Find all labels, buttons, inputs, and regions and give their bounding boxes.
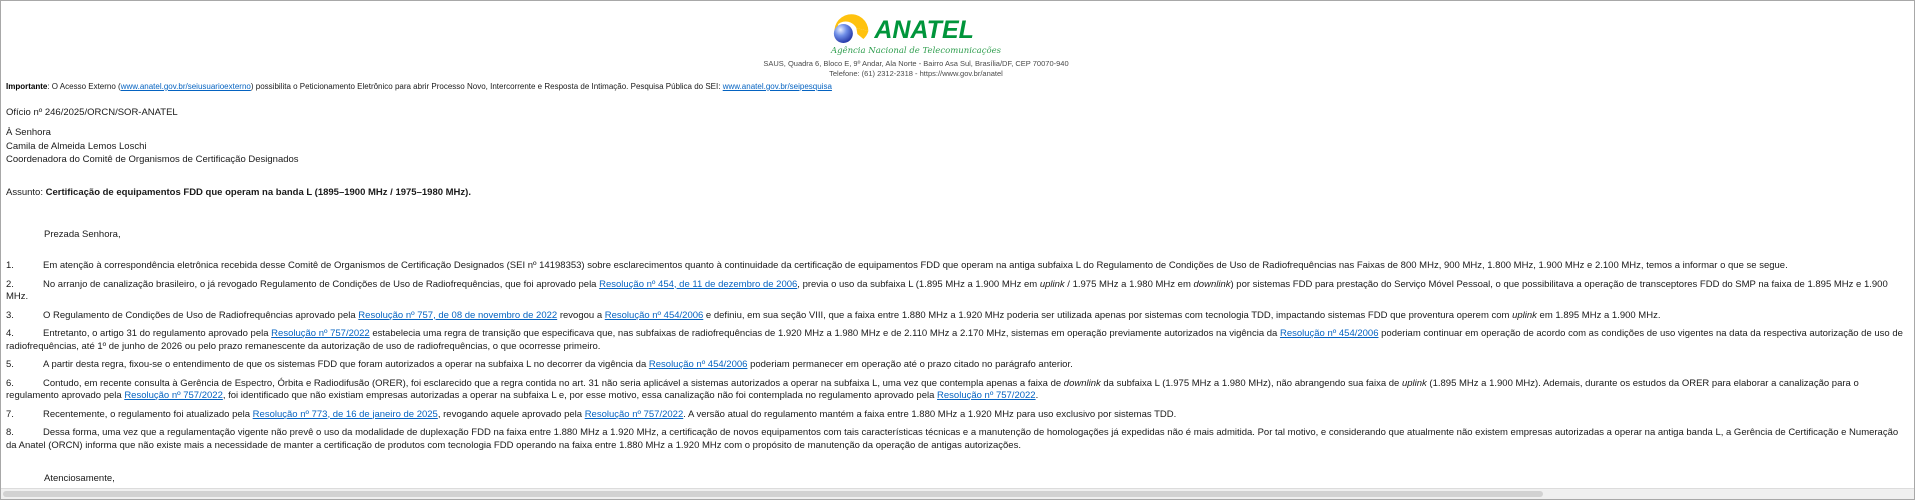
paragraphs — [6, 260, 1909, 458]
resolution-link[interactable]: Resolução nº 454, de 11 de dezembro de 2006 — [599, 278, 798, 290]
resolution-link[interactable]: Resolução nº 757/2022 — [124, 390, 223, 401]
resolution-link[interactable]: Resolução nº 757, de 08 de novembro de 2022 — [358, 309, 558, 321]
italic-term: uplink — [1039, 278, 1065, 290]
sphere-icon — [833, 24, 852, 43]
paragraph — [6, 279, 1909, 304]
text: Entretanto, o artigo 31 do regulamento aprovado pela — [43, 328, 272, 339]
text: estabelecia uma regra de transição que especificava que, nas subfaixas de radiofrequências de 1.920 MHz a 1.980 MHz e de 2.110 MHz a 2.170 MHz, sistemas em operação previamente autorizados na vigência da — [369, 328, 1280, 339]
oficio-number: Ofício nº 246/2025/ORCN/SOR-ANATEL — [6, 107, 178, 118]
text: Em atenção à correspondência eletrônica recebida desse Comitê de Organismos de Certificação Designados (SEI nº 14198353) sobre esclarecimentos quanto à continuidade da certificação de equipamentos FDD que operam na antiga subfaixa L do Regulamento de Condições de Uso de Radiofrequências nas Faixas de 800 MHz, 900 MHz, 1.800 MHz, 1.900 MHz e 2.100 MHz, temos a informar o que se segue. — [43, 260, 1788, 271]
brand-text: ANATEL — [873, 16, 974, 44]
closing: Atenciosamente, — [44, 473, 115, 484]
text: revogou a — [557, 309, 605, 321]
text: ) por sistemas FDD para prestação do Serviço Móvel Pessoal, o que possibilitava a operação de transceptores FDD do SMP na faixa de 1.895 MHz e 1.900 MHz. — [6, 278, 1888, 302]
text: Contudo, em recente consulta à Gerência de Espectro, Órbita e Radiodifusão (ORER), foi esclarecido que a regra contida no art. 31 não seria aplicável a sistemas autorizados a operar na subfaixa L, uma vez que contempla apenas a faixa de — [43, 377, 1064, 389]
italic-term: uplink — [1401, 377, 1427, 389]
subject-text: Certificação de equipamentos FDD que operam na banda L (1895–1900 MHz / 1975–1980 MHz). — [45, 187, 471, 198]
resolution-link[interactable]: Resolução nº 757/2022 — [584, 408, 684, 420]
important-notice — [6, 82, 1909, 92]
text: e definiu, em sua seção VIII, que a faixa entre 1.880 MHz a 1.920 MHz poderia ser utilizada apenas por sistemas com tecnologia TDD, impactando sistemas FDD que proventura operem com — [703, 309, 1513, 321]
paragraph-number: 6. — [6, 377, 14, 389]
recipient-name: Camila de Almeida Lemos Loschi — [6, 140, 147, 152]
recipient-line: À Senhora — [6, 127, 51, 138]
paragraph-number: 2. — [6, 278, 14, 290]
resolution-link[interactable]: Resolução nº 757/2022 — [271, 328, 370, 339]
paragraph-number: 8. — [6, 427, 14, 438]
paragraph-number: 3. — [6, 309, 14, 321]
text: poderiam permanecer em operação até o prazo citado no parágrafo anterior. — [747, 359, 1073, 370]
horizontal-scrollbar[interactable] — [1, 488, 1914, 499]
brand-tagline: Agência Nacional de Telecomunicações — [830, 46, 1002, 56]
resolution-link[interactable]: Resolução nº 454/2006 — [604, 309, 704, 321]
paragraph-number: 5. — [6, 359, 14, 370]
text: O Regulamento de Condições de Uso de Radiofrequências aprovado pela — [43, 309, 359, 321]
paragraph — [6, 427, 1909, 452]
resolution-link[interactable]: Resolução nº 454/2006 — [1279, 328, 1379, 339]
text: A partir desta regra, fixou-se o entendimento de que os sistemas FDD que foram autorizados a operar na subfaixa L no decorrer da vigência da — [43, 359, 649, 370]
text: . — [1035, 390, 1039, 401]
recipient-title: Coordenadora do Comitê de Organismos de Certificação Designados — [6, 154, 299, 165]
external-link[interactable]: www.anatel.gov.br/seipesquisa — [722, 82, 832, 91]
text: : O Acesso Externo ( — [47, 82, 121, 91]
phone-line: Telefone: (61) 2312-2318 - https://www.gov.br/anatel — [829, 68, 1003, 78]
text: Dessa forma, uma vez que a regulamentação vigente não prevê o uso da modalidade de duplexação FDD na faixa entre 1.880 MHz a 1.920 MHz, a certificação de novos equipamentos com tais características técnicas e a manutenção de homologações já expedidas não é mais admitida. Por tal motivo, e considerando que atualmente não existem empresas autorizadas a operar na antiga banda L, a Gerência de Certificação e Numeração da Anatel (ORCN) informa que não existe mais a necessidade de manter a certificação de produtos com tecnologia FDD operando na faixa entre 1.880 MHz a 1.920 MHz com o propósito de manutenção da operação de antigas autorizações. — [6, 427, 1899, 451]
letterhead — [763, 7, 1068, 78]
resolution-link[interactable]: Resolução nº 773, de 16 de janeiro de 2025 — [252, 408, 438, 420]
text: Recentemente, o regulamento foi atualizado pela — [43, 408, 253, 420]
text: ) possibilita o Peticionamento Eletrônico para abrir Processo Novo, Intercorrente e Resposta de Intimação. Pesquisa Pública do SEI: — [250, 82, 723, 91]
text: , revogando aquele aprovado pela — [437, 408, 585, 420]
text: / 1.975 MHz a 1.980 MHz em — [1064, 278, 1194, 290]
paragraph — [6, 409, 1909, 422]
text: No arranjo de canalização brasileiro, o já revogado Regulamento de Condições de Uso de Radiofrequências, que foi aprovado pela — [43, 278, 600, 290]
italic-term: downlink — [1193, 278, 1231, 290]
paragraph-number: 4. — [6, 328, 14, 339]
recipient-block — [6, 126, 1909, 167]
anatel-logo-icon — [830, 7, 1002, 45]
paragraph-number: 7. — [6, 408, 14, 420]
scrollbar-thumb[interactable] — [3, 491, 1543, 497]
salutation: Prezada Senhora, — [44, 229, 121, 240]
external-link[interactable]: www.anatel.gov.br/seiusuarioexterno — [120, 82, 251, 91]
italic-term: uplink — [1512, 309, 1537, 321]
resolution-link[interactable]: Resolução nº 454/2006 — [648, 359, 748, 370]
paragraph — [6, 378, 1909, 403]
text: , foi identificado que não existiam empresas autorizadas a operar na subfaixa L e, por esse motivo, essa canalização não foi contemplada no regulamento aprovado pela — [222, 390, 938, 401]
subject-label: Assunto: — [6, 187, 46, 198]
paragraph — [6, 328, 1909, 353]
anatel-logo — [763, 7, 1068, 45]
paragraph-number: 1. — [6, 260, 14, 271]
address-block — [763, 59, 1068, 78]
paragraph — [6, 260, 1909, 273]
resolution-link[interactable]: Resolução nº 757/2022 — [937, 390, 1036, 401]
subject-line — [6, 187, 1909, 200]
text: poderiam continuar em operação de acordo com as condições de uso vigentes na data da respectiva autorização de uso de radiofrequências, até 1º de junho de 2026 ou pelo prazo remanescente da autorização de uso de radiofrequências, o que ocorresse primeiro. — [6, 328, 1903, 352]
text: em 1.895 MHz a 1.900 MHz. — [1536, 309, 1661, 321]
italic-term: downlink — [1063, 377, 1101, 389]
address-line: SAUS, Quadra 6, Bloco E, 9º Andar, Ala Norte - Bairro Asa Sul, Brasília/DF, CEP 70070-940 — [763, 59, 1069, 68]
paragraph — [6, 359, 1909, 372]
paragraph — [6, 310, 1909, 323]
text: da subfaixa L (1.975 MHz a 1.980 MHz), não abrangendo sua faixa de — [1100, 377, 1402, 389]
bold-text: Importante — [6, 82, 48, 91]
text: (1.895 MHz a 1.900 MHz). Ademais, durante os estudos da ORER para elaborar a canalização para o regulamento aprovado pela — [6, 377, 1859, 401]
text: , previa o uso da subfaixa L (1.895 MHz a 1.900 MHz em — [797, 278, 1040, 290]
text: . A versão atual do regulamento mantém a faixa entre 1.880 MHz a 1.920 MHz para uso exclusivo por sistemas TDD. — [683, 408, 1177, 420]
